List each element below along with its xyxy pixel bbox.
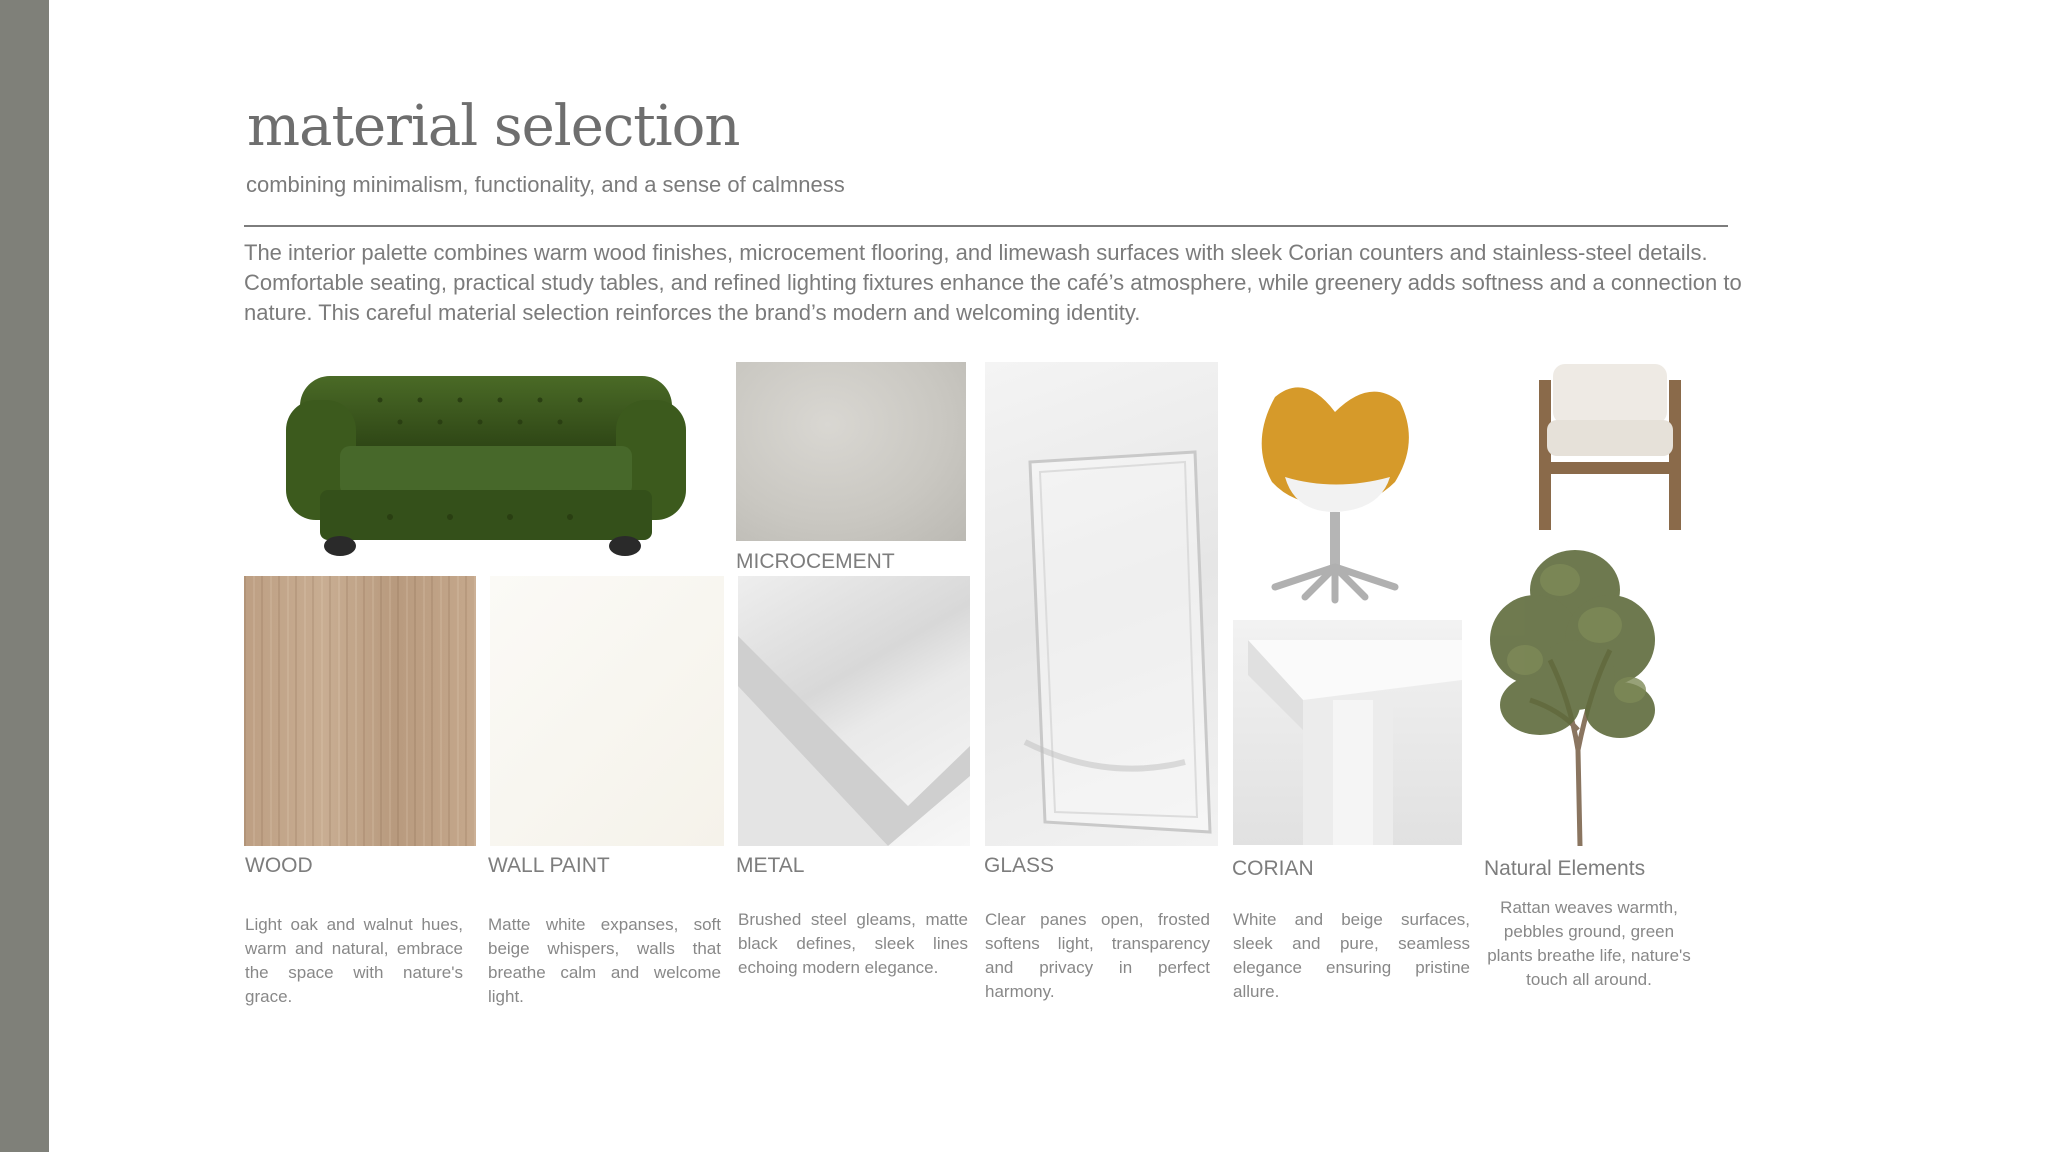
- page-subtitle: combining minimalism, functionality, and a sense of calmness: [246, 172, 845, 197]
- olive-tree-icon: [1480, 530, 1670, 846]
- wood-label: WOOD: [245, 854, 313, 877]
- corian-swatch: [1233, 620, 1462, 845]
- metal-description: Brushed steel gleams, matte black defines, sleek lines echoing modern elegance.: [738, 910, 968, 977]
- microcement-label: MICROCEMENT: [736, 550, 895, 573]
- armchair-icon: [1535, 360, 1685, 535]
- metal-label: METAL: [736, 854, 805, 877]
- natural-elements-label: Natural Elements: [1484, 857, 1646, 880]
- wall-paint-label: WALL PAINT: [488, 854, 610, 877]
- glass-label: GLASS: [984, 854, 1055, 877]
- swan-chair-icon: [1250, 372, 1420, 604]
- microcement-swatch: [736, 362, 966, 541]
- glass-swatch: [985, 362, 1218, 846]
- metal-swatch: [738, 576, 970, 846]
- wall-paint-description: Matte white expanses, soft beige whispers, walls that breathe calm and welcome light.: [488, 915, 721, 1006]
- side-accent-bar: [0, 0, 49, 1152]
- intro-paragraph: The interior palette combines warm wood finishes, microcement flooring, and limewash surfaces with sleek Corian counters and stainless-steel details. Comfortable seating, practical study tables, and refined lighting fixtures enhance the café’s atmosphere, while greenery adds softness and a connection to nature. This careful material selection reinforces the brand’s modern and welcoming identity.: [244, 240, 1742, 325]
- wood-description: Light oak and walnut hues, warm and natural, embrace the space with nature's grace.: [245, 915, 463, 1006]
- natural-elements-description: Rattan weaves warmth, pebbles ground, green plants breathe life, nature's touch all around.: [1487, 898, 1691, 989]
- glass-description: Clear panes open, frosted softens light, transparency and privacy in perfect harmony.: [985, 910, 1210, 1001]
- page-title: material selection: [247, 94, 740, 159]
- chesterfield-sofa-icon: [280, 370, 690, 560]
- wall-paint-swatch: [490, 576, 724, 846]
- divider: [244, 225, 1728, 227]
- corian-description: White and beige surfaces, sleek and pure, seamless elegance ensuring pristine allure.: [1233, 910, 1470, 1001]
- wood-swatch: [244, 576, 476, 846]
- corian-label: CORIAN: [1232, 857, 1314, 880]
